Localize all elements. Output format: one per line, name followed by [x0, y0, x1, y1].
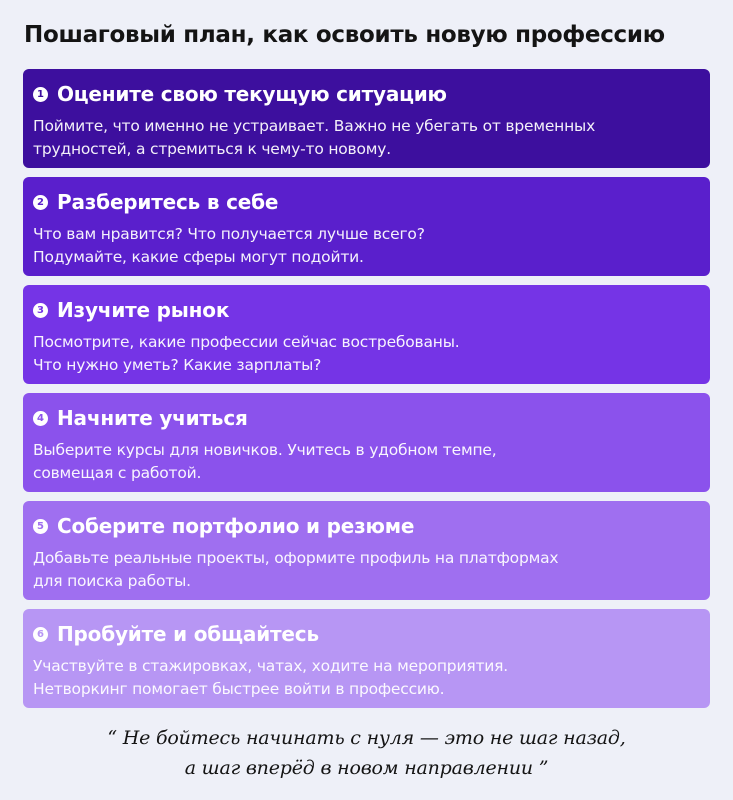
step-header — [33, 405, 698, 431]
step-number-badge: 1 — [33, 87, 48, 102]
step-title: Пробуйте и общайтесь — [57, 622, 319, 646]
steps-list — [23, 69, 710, 717]
step-title: Разберитесь в себе — [57, 190, 279, 214]
step-description-line: Поймите, что именно не устраивает. Важно не убегать от временных — [33, 117, 596, 135]
step-card-1 — [23, 69, 710, 168]
motivational-quote — [0, 723, 733, 783]
step-description-line: Нетворкинг помогает быстрее войти в профессию. — [33, 680, 445, 698]
step-title: Соберите портфолио и резюме — [57, 514, 415, 538]
step-description — [33, 223, 698, 269]
step-description-line: Добавьте реальные проекты, оформите профиль на платформах — [33, 549, 559, 567]
step-title: Оцените свою текущую ситуацию — [57, 82, 447, 106]
page-title: Пошаговый план, как освоить новую профессию — [24, 22, 665, 48]
step-number-badge: 6 — [33, 627, 48, 642]
step-description-line: Участвуйте в стажировках, чатах, ходите на мероприятия. — [33, 657, 509, 675]
step-description-line: для поиска работы. — [33, 572, 191, 590]
step-number-badge: 5 — [33, 519, 48, 534]
step-description — [33, 655, 698, 701]
step-card-4 — [23, 393, 710, 492]
step-card-3 — [23, 285, 710, 384]
step-description-line: Что вам нравится? Что получается лучше всего? — [33, 225, 425, 243]
step-description — [33, 439, 698, 485]
step-title: Изучите рынок — [57, 298, 230, 322]
step-card-6 — [23, 609, 710, 708]
step-description-line: Подумайте, какие сферы могут подойти. — [33, 248, 364, 266]
step-description-line: Выберите курсы для новичков. Учитесь в удобном темпе, — [33, 441, 497, 459]
step-description — [33, 547, 698, 593]
step-header — [33, 297, 698, 323]
step-description-line: трудностей, а стремиться к чему-то новому. — [33, 140, 391, 158]
step-description-line: совмещая с работой. — [33, 464, 202, 482]
step-card-5 — [23, 501, 710, 600]
step-header — [33, 621, 698, 647]
step-description — [33, 115, 698, 161]
step-title: Начните учиться — [57, 406, 248, 430]
step-card-2 — [23, 177, 710, 276]
step-header — [33, 81, 698, 107]
quote-line: а шаг вперёд в новом направлении ” — [184, 757, 549, 779]
step-description-line: Посмотрите, какие профессии сейчас востребованы. — [33, 333, 460, 351]
step-number-badge: 4 — [33, 411, 48, 426]
step-header — [33, 189, 698, 215]
quote-line: “ Не бойтесь начинать с нуля — это не шаг назад, — [107, 727, 626, 749]
step-number-badge: 3 — [33, 303, 48, 318]
step-number-badge: 2 — [33, 195, 48, 210]
step-header — [33, 513, 698, 539]
step-description-line: Что нужно уметь? Какие зарплаты? — [33, 356, 322, 374]
step-description — [33, 331, 698, 377]
